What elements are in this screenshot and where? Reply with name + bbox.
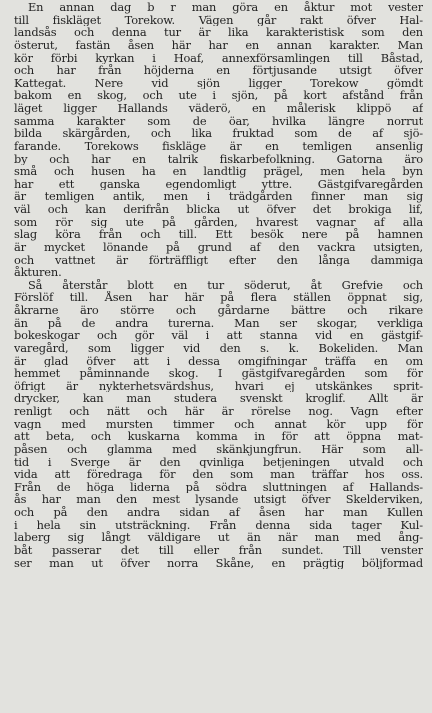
text-line: Förslöf till. Åsen har här på flera ställen öppnat sig, — [14, 291, 423, 304]
text-line: till fiskläget Torekow. Vägen går rakt öfver Hal- — [14, 13, 423, 27]
text-line: vida att föredraga för den som man träffar hos oss. — [14, 468, 423, 481]
text-line: båt passerar det till eller från sundet. Till venster — [14, 543, 423, 557]
text-line: öfrigt är nykterhetsvärdshus, hvari ej utskänkes sprit- — [14, 379, 423, 393]
text-line: kör förbi kyrkan i Hoaf, annexförsamlingen till Båstad, — [14, 51, 423, 65]
text-line: bakom en skog, och ute i sjön, på kort afstånd från — [14, 89, 423, 102]
text-line: farande. Torekows fiskläge är en temligen ansenlig — [14, 139, 423, 153]
text-line: som rör sig ute på gården, hvarest vagnar af alla — [14, 215, 423, 229]
text-line: bokeskogar och gör väl i att stanna vid en gästgif- — [14, 329, 423, 342]
text-line: har ett ganska egendomligt yttre. Gästgifvaregården — [14, 177, 423, 191]
text-line: varegård, som ligger vid den s. k. Bokeliden. Man — [14, 341, 423, 355]
text-line: samma karakter som de öar, hvilka längre norrut — [14, 114, 423, 128]
text-line: ser man ut öfver norra Skåne, en prägtig böljformad — [14, 556, 423, 570]
text-line: att beta, och kuskarna komma in för att öppna mat- — [14, 430, 423, 443]
text-line: läget ligger Hallands väderö, en målerisk klippö af — [14, 102, 423, 115]
text-line: är temligen antik, men i trädgården finner man sig — [14, 190, 423, 203]
article-column — [14, 1, 423, 569]
paragraph-1 — [14, 1, 423, 279]
paragraph-2 — [14, 279, 423, 569]
text-line: Från de höga liderna på södra sluttningen af Hallands- — [14, 480, 423, 494]
text-line: är mycket lönande på grund af den vackra utsigten, — [14, 240, 423, 254]
text-line: drycker, kan man studera svenskt kroglif. Allt är — [14, 392, 423, 405]
text-line: En annan dag b r man göra en åktur mot vester — [28, 1, 423, 14]
text-line: är glad öfver att i dessa omgifningar träffa en om — [14, 354, 423, 368]
text-line: österut, fastän åsen här har en annan karakter. Man — [14, 38, 423, 52]
text-line: slag köra från och till. Ett besök nere på hamnen — [14, 228, 423, 241]
text-line: by och har en talrik fiskarbefolkning. Gatorna äro — [14, 152, 423, 166]
text-line: och på den andra sidan af åsen har man Kullen — [14, 506, 423, 519]
text-line: bilda skärgården, och lika fruktad som de af sjö- — [14, 127, 423, 140]
text-line: laberg sig långt väldigare ut än när man med ång- — [14, 531, 423, 544]
text-line: åkrarne äro större och gårdarne bättre och rikare — [14, 304, 423, 317]
text-line: renligt och nätt och här är rörelse nog. Vagn efter — [14, 405, 423, 418]
text-line: väl och kan derifrån blicka ut öfver det brokiga lif, — [14, 203, 423, 216]
text-line: och vattnet är förträffligt efter den långa dammiga — [14, 253, 423, 267]
text-line: och har från höjderna en förtjusande utsigt öfver — [14, 64, 423, 77]
text-line: ås har man den mest lysande utsigt öfver Skelderviken, — [14, 493, 423, 506]
text-line: åkturen. — [14, 266, 62, 279]
text-line: tid i Sverge är den qvinliga betjeningen utvald och — [14, 455, 423, 469]
text-line: vagn med mursten timmer och annat kör upp för — [14, 417, 423, 431]
text-line: Så återstår blott en tur söderut, åt Grefvie och — [28, 278, 423, 292]
text-line: i hela sin utsträckning. Från denna sida tager Kul- — [14, 518, 423, 532]
text-line: än på de andra turerna. Man ser skogar, verkliga — [14, 316, 423, 330]
text-line: små och husen ha en landtlig prägel, men hela byn — [14, 165, 423, 178]
text-line: Kattegat. Nere vid sjön ligger Torekow gömdt — [14, 76, 423, 90]
text-line: hemmet påminnande skog. I gästgifvaregården som för — [14, 367, 423, 380]
text-line: påsen och glamma med skänkjungfrun. Här som all- — [14, 442, 423, 456]
text-line: landsås och denna tur är lika karakteristisk som den — [14, 26, 423, 39]
